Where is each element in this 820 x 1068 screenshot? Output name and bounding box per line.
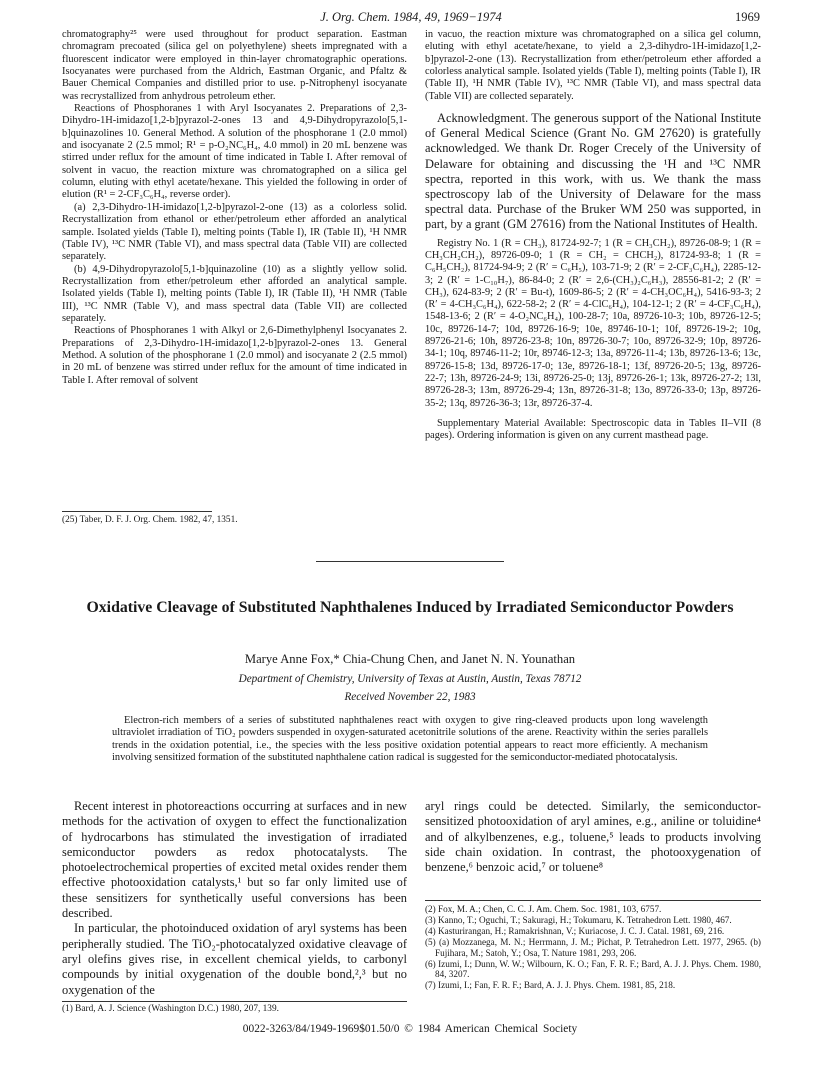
experimental-paragraph: (b) 4,9-Dihydropyrazolo[5,1-b]quinazoline (10) as a slightly yellow solid. Recrystallization from ether/petroleum ether afforded an analytical sample. Isolated yields (Table I), melting points (Table I), IR (Table II), ¹H NMR (Table III), ¹³C NMR (Table V), and mass spectral data (Table VII) are collected separately. [62, 263, 407, 324]
received-date: Received November 22, 1983 [344, 691, 476, 703]
copyright-line: 0022-3263/84/1949-1969$01.50/0 © 1984 American Chemical Society [242, 1023, 578, 1035]
page-number: 1969 [735, 10, 760, 24]
body-paragraph: aryl rings could be detected. Similarly, the semiconductor-sensitized photooxidation of aryl amines, e.g., aniline or toluidine⁴ and of alkylbenzenes, e.g., toluene,⁵ leads to products involving side chain oxidation. In contrast, the photooxygenation of benzene,⁶ benzoic acid,⁷ or toluene⁸ [425, 799, 761, 875]
experimental-paragraph: Reactions of Phosphoranes 1 with Alkyl or 2,6-Dimethylphenyl Isocyanates 2. Preparations of 2,3-Dihydro-1H-imidazo[1,2-b]pyrazol-2-ones 13. General Method. A solution of the phosphorane 1 (2.0 mmol) and isocyanate 2 (2.5 mmol) in 20 mL of benzene was stirred under reflux for the amount of time indicated in Table I. After removal of solvent [62, 325, 407, 386]
journal-citation: J. Org. Chem. 1984, 49, 1969−1974 [320, 10, 502, 24]
experimental-paragraph: chromatography²⁵ were used throughout for product separation. Eastman chromagram precoated (silica gel on polyethylene) sheets impregnated with a fluorescent indicator were employed in thin-layer chromatographic operations. Isocyanates were purchased from the Aldrich, Eastman Organic, and Pfaltz & Bauer Chemical Companies and distilled prior to use. p-Nitrophenyl isocyanate was recrystallized from anhydrous petroleum ether. [62, 29, 407, 102]
previous-article-left-column [62, 29, 407, 387]
footnote-rule [62, 511, 212, 512]
footnote-item: (5) (a) Mozzanega, M. N.; Herrmann, J. M.; Pichat, P. Tetrahedron Lett. 1977, 2965. (b) Fujihara, M.; Satoh, Y.; Osa, T. Nature 1981, 293, 206. [425, 936, 761, 958]
abstract: Electron-rich members of a series of substituted naphthalenes react with oxygen to give ring-cleaved products upon long wavelength ultraviolet irradiation of TiO₂ powders suspended in oxygen-saturated acetonitrile solutions of the arene. Reactivity within the series parallels trends in the oxidation potential, i.e., the species with the less positive oxidation potential appears to react more efficiently. A mechanism involving sensitized formation of the substituted naphthalene cation radical is suggested for the semiconductor-mediated photocatalysis. [112, 715, 708, 763]
footnote-rule [62, 1001, 407, 1002]
footnote-item: (6) Izumi, I.; Dunn, W. W.; Wilbourn, K. O.; Fan, F. R. F.; Bard, A. J. J. Phys. Chem. 1980, 84, 3207. [425, 958, 761, 980]
article-authors: Marye Anne Fox,* Chia-Chung Chen, and Janet N. N. Younathan [244, 652, 576, 666]
footnote-item: (3) Kanno, T.; Oguchi, T.; Sakuragi, H.; Tokumaru, K. Tetrahedron Lett. 1980, 467. [425, 914, 732, 925]
footnote-25: (25) Taber, D. F. J. Org. Chem. 1982, 47, 1351. [62, 515, 238, 525]
body-paragraph: Recent interest in photoreactions occurring at surfaces and in new methods for the activation of oxygen to effect the functionalization of hydrocarbons has stimulated the investigation of irradiated semiconductor powders as redox photocatalysts. The photoelectrochemical properties of excited metal oxides render them effective photooxidation catalysts,¹ but so far only limited use of these sensitizers for synthetically useful conversions has been described. [62, 799, 407, 921]
experimental-paragraph: in vacuo, the reaction mixture was chromatographed on a silica gel column, eluting with ethyl acetate/hexane, to yield a 2,3-dihydro-1H-imidazo[1,2-b]pyrazol-2-one (13). Recrystallization from ether/petroleum ether afforded a colorless analytical sample. Isolated yields (Table I), melting points (Table I), IR (Table II), ¹H NMR (Table IV), ¹³C NMR (Table VI), and mass spectral data (Table VII) are collected separately. [425, 29, 761, 102]
footnote-item: (7) Izumi, I.; Fan, F. R. F.; Bard, A. J. J. Phys. Chem. 1981, 85, 218. [425, 980, 676, 991]
footnote-item: (2) Fox, M. A.; Chen, C. C. J. Am. Chem. Soc. 1981, 103, 6757. [425, 904, 662, 914]
article-affiliation: Department of Chemistry, University of Texas at Austin, Austin, Texas 78712 [238, 673, 582, 685]
supplementary-material: Supplementary Material Available: Spectroscopic data in Tables II–VII (8 pages). Ordering information is given on any current masthead page. [425, 417, 761, 442]
registry-numbers: Registry No. 1 (R = CH₃), 81724-92-7; 1 (R = CH₃CH₂), 89726-08-9; 1 (R = CH₃CH₂CH₂), 89726-09-0; 1 (R = CH₂ = CHCH₂), 81724-93-8; 1 (R = C₆H₅CH₂), 81724-94-9; 2 (R′ = C₆H₅), 103-71-9; 2 (R′ = 2-CF₃C₆H₄), 2285-12-3; 2 (R′ = 1-C₁₀H₇), 86-84-0; 2 (R′ = 2,6-(CH₃)₂C₆H₃), 28556-81-2; 2 (R′ = CH₃), 624-83-9; 2 (R′ = Bu-t), 1609-86-5; 2 (R′ = 4-CH₃OC₆H₄), 5416-93-3; 2 (R′ = 4-CH₃C₆H₄), 622-58-2; 2 (R′ = 4-ClC₆H₄), 104-12-1; 2 (R′ = 4-CF₃C₆H₄), 1548-13-6; 2 (R′ = 4-O₂NC₆H₄), 100-28-7; 10a, 89726-10-3; 10b, 89726-12-5; 10c, 89726-14-7; 10d, 89726-16-9; 10e, 89746-10-1; 10f, 89726-19-2; 10g, 89726-21-6; 10h, 89726-23-8; 10n, 89726-30-7; 10o, 89726-32-9; 10p, 89726-34-1; 10q, 89746-11-2; 10r, 89746-12-3; 13a, 89726-11-4; 13b, 89726-13-6; 13c, 89726-15-8; 13d, 89726-17-0; 13e, 89726-18-1; 13f, 89726-20-5; 13g, 89726-22-7; 13h, 89726-24-9; 13i, 89726-25-0; 13j, 89726-26-1; 13k, 89726-27-2; 13l, 89726-28-3; 13m, 89726-29-4; 13n, 89726-31-8; 13o, 89726-33-0; 13p, 89726-35-2; 13q, 89726-36-3; 13r, 89726-37-4. [425, 237, 761, 409]
article-title: Oxidative Cleavage of Substituted Naphthalenes Induced by Irradiated Semiconductor Powders [86, 599, 734, 616]
footnote-item: (4) Kasturirangan, H.; Ramakrishnan, V.; Kuriacose, J. C. J. Catal. 1981, 69, 216. [425, 925, 725, 936]
acknowledgment-paragraph: Acknowledgment. The generous support of the National Institute of General Medical Science (Grant No. GM 27620) is gratefully acknowledged. We thank Dr. Roger Crecely of the University of Delaware for obtaining and discussing the ¹H and ¹³C NMR spectra, reported in this work, with us. We thank the mass spectroscopy lab of the University of Delaware for the mass spectral data. Purchase of the Bruker WM 250 was supported, in part, by a grant (GM 27616) from the National Institutes of Health. [425, 111, 761, 232]
body-left-column [62, 799, 407, 998]
body-paragraph: In particular, the photoinduced oxidation of aryl systems has been peripherally studied. The TiO₂-photocatalyzed oxidative cleavage of aryl olefins gives rise, in excellent chemical yields, to carbonyl compounds by initial oxygenation of the double bond,²,³ but no oxygenation of the [62, 921, 407, 997]
experimental-paragraph: Reactions of Phosphoranes 1 with Aryl Isocyanates 2. Preparations of 2,3-Dihydro-1H-imidazo[1,2-b]pyrazol-2-ones 13 and 4,9-Dihydropyrazolo[5,1-b]quinazolines 10. General Method. A solution of the phosphorane 1 (2.0 mmol) and isocyanate 2 (2.5 mmol; R¹ = p-O₂NC₆H₄, 4.0 mmol) in 20 mL benzene was stirred under reflux for the amount of time indicated in Table I. After removal of solvent in vacuo, the reaction mixture was chromatographed on a silica gel column, eluting with ethyl acetate/hexane. This yielded the following in order of elution (R¹ = 2-CF₃C₆H₄, reverse order). [62, 103, 407, 201]
article-separator-rule [316, 561, 504, 562]
body-right-column [425, 799, 761, 875]
experimental-paragraph: (a) 2,3-Dihydro-1H-imidazo[1,2-b]pyrazol-2-one (13) as a colorless solid. Recrystallization from ethanol or ether/petroleum ether afforded an analytical sample. Isolated yields (Table I), melting points (Table I), IR (Table II), ¹H NMR (Table IV), ¹³C NMR (Table VI), and mass spectral data (Table VII) are collected separately. [62, 201, 407, 263]
previous-article-right-column [425, 29, 761, 443]
footnote-1: (1) Bard, A. J. Science (Washington D.C.) 1980, 207, 139. [62, 1004, 279, 1014]
footnote-rule [425, 900, 761, 901]
footnotes-list [425, 904, 761, 991]
running-header [62, 8, 760, 28]
